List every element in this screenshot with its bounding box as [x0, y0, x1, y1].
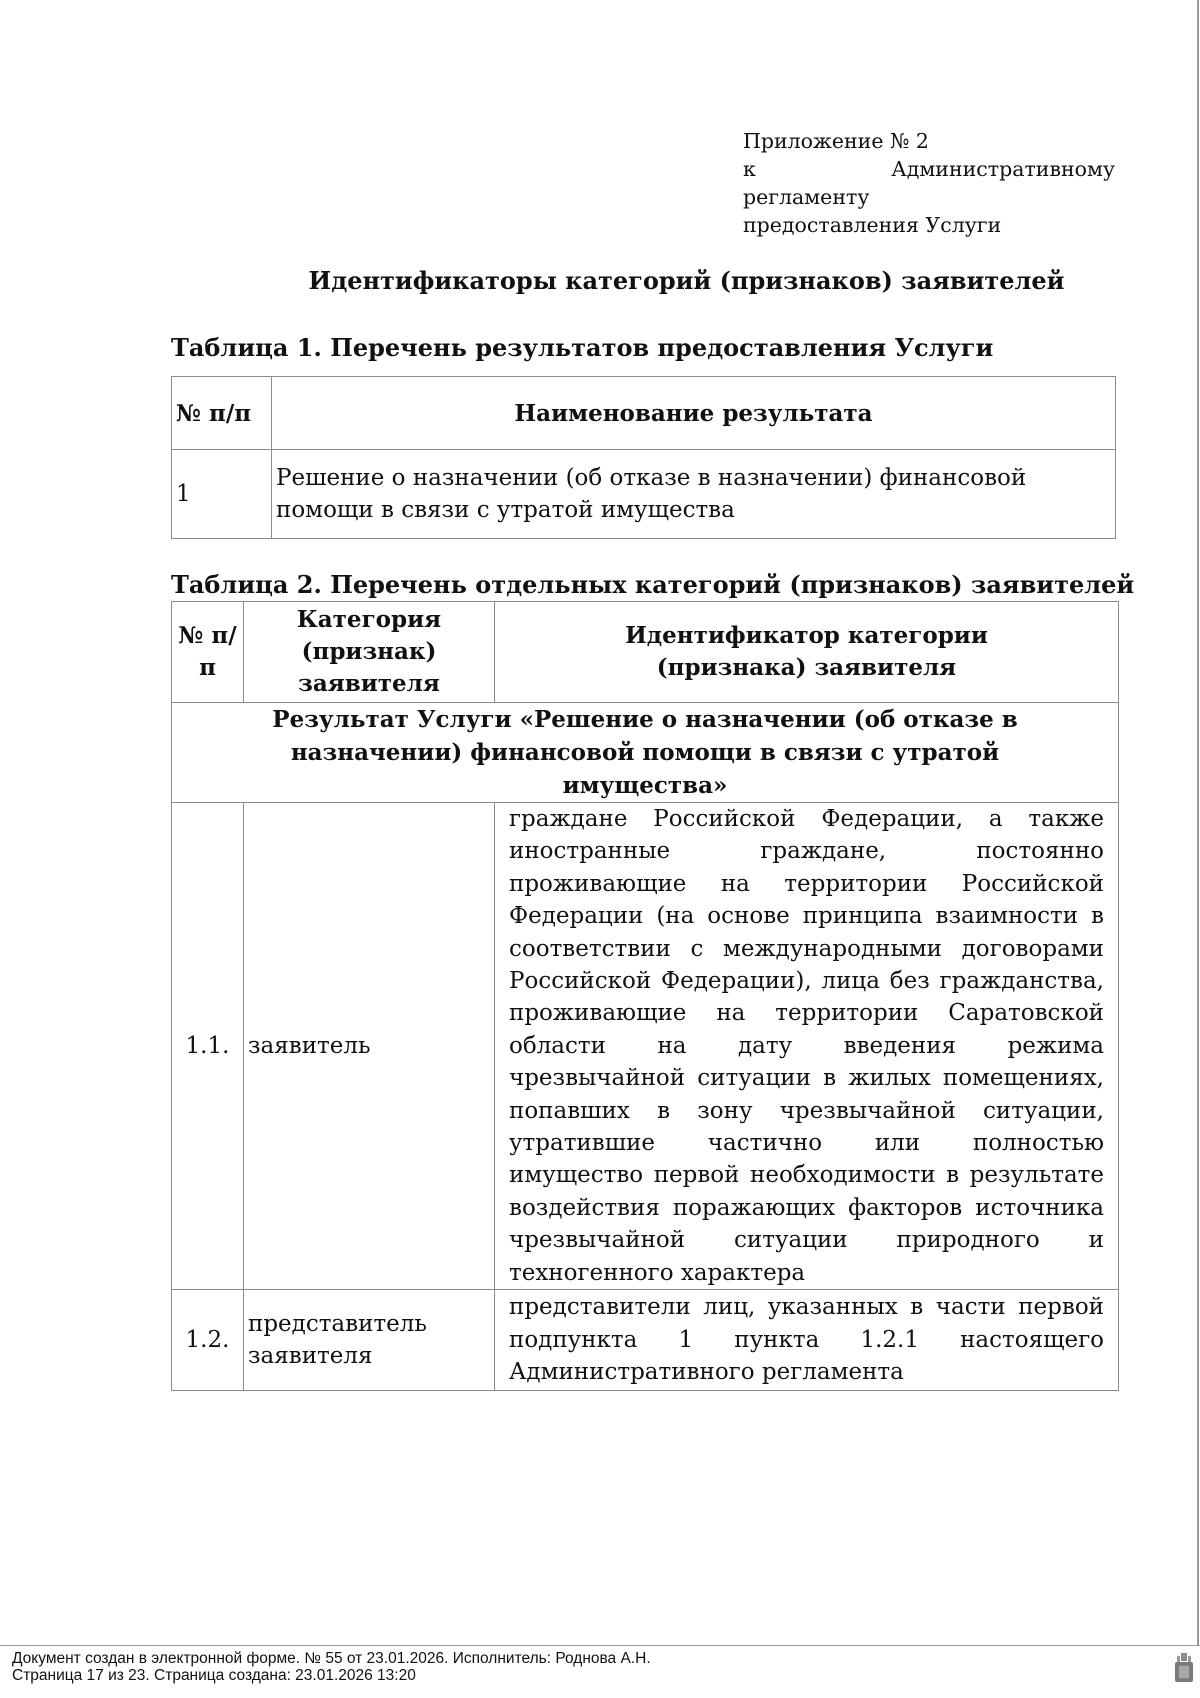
footer	[12, 1650, 651, 1684]
table-row	[172, 1290, 1119, 1391]
row-number: 1.2.	[172, 1290, 244, 1391]
row-result-name: Решение о назначении (об отказе в назначении) финансовой помощи в связи с утратой имущества	[272, 450, 1116, 539]
appendix-line-3: предоставления Услуги	[743, 213, 1002, 237]
header-number: № п/п	[172, 602, 244, 703]
header-identifier: Идентификатор категории (признака) заявителя	[495, 602, 1119, 703]
header-number: № п/п	[172, 377, 272, 450]
row-number: 1.1.	[172, 803, 244, 1290]
appendix-line-2: к Административному регламенту	[743, 157, 1115, 209]
section-row	[172, 703, 1119, 803]
table-row	[172, 450, 1116, 539]
categories-table	[171, 601, 1119, 1391]
results-table	[171, 376, 1116, 539]
row-category: представитель заявителя	[244, 1290, 495, 1391]
row-identifier: граждане Российской Федерации, а также иностранные граждане, постоянно проживающие на территории Российской Федерации (на основе принципа взаимности в соответствии с международными договорами Российской Федерации), лица без гражданства, проживающие на территории Саратовской области на дату введения режима чрезвычайной ситуации в жилых помещениях, попавших в зону чрезвычайной ситуации, утратившие частично или полностью имущество первой необходимости в результате воздействия поражающих факторов источника чрезвычайной ситуации природного и техногенного характера	[495, 803, 1119, 1290]
footer-divider	[0, 1645, 1200, 1646]
row-identifier: представители лиц, указанных в части первой подпункта 1 пункта 1.2.1 настоящего Административного регламента	[495, 1290, 1119, 1391]
table1-caption: Таблица 1. Перечень результатов предоставления Услуги	[171, 333, 994, 362]
appendix-line-1: Приложение № 2	[743, 129, 929, 153]
table-row	[172, 803, 1119, 1290]
table2-caption: Таблица 2. Перечень отдельных категорий (признаков) заявителей	[171, 570, 1135, 599]
row-number: 1	[172, 450, 272, 539]
page-edge	[1197, 0, 1199, 1645]
document-title: Идентификаторы категорий (признаков) заявителей	[308, 266, 1065, 295]
coat-of-arms-icon	[1173, 1650, 1195, 1684]
table-header-row	[172, 602, 1119, 703]
appendix-note	[743, 127, 1115, 239]
footer-line-2: Страница 17 из 23. Страница создана: 23.01.2026 13:20	[12, 1667, 416, 1684]
header-category: Категория (признак) заявителя	[244, 602, 495, 703]
footer-line-1: Документ создан в электронной форме. № 55 от 23.01.2026. Исполнитель: Роднова А.Н.	[12, 1650, 651, 1667]
section-title: Результат Услуги «Решение о назначении (об отказе в назначении) финансовой помощи в связи с утратой имущества»	[172, 703, 1119, 803]
table-header-row	[172, 377, 1116, 450]
header-result-name: Наименование результата	[272, 377, 1116, 450]
row-category: заявитель	[244, 803, 495, 1290]
